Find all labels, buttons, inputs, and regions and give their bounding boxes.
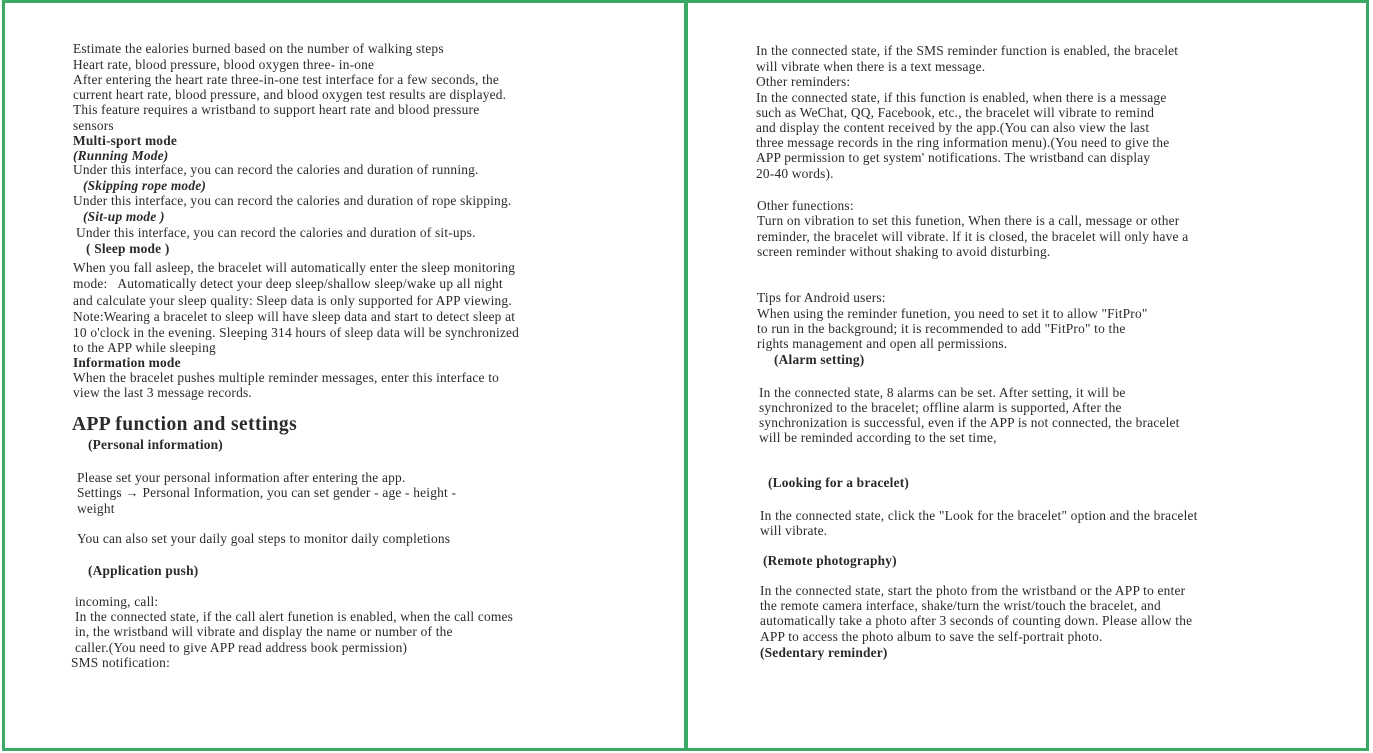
- text-line: In the connected state, 8 alarms can be set. After setting, it will be: [759, 385, 1126, 400]
- right-page: [686, 0, 1370, 753]
- text-line: Under this interface, you can record the calories and duration of rope skipping.: [73, 193, 512, 208]
- text-line: 10 o'clock in the evening. Sleeping 314 hours of sleep data will be synchronized: [73, 325, 520, 340]
- text-line: Under this interface, you can record the calories and duration of running.: [73, 162, 479, 177]
- text-line: reminder, the bracelet will vibrate. lf it is closed, the bracelet will only have a: [757, 229, 1189, 244]
- text-line: Note:Wearing a bracelet to sleep will have sleep data and start to detect sleep at: [73, 309, 516, 324]
- text-line: APP to access the photo album to save the self-portrait photo.: [760, 629, 1103, 644]
- text-line: After entering the heart rate three-in-one test interface for a few seconds, the: [73, 72, 500, 87]
- text-line: Heart rate, blood pressure, blood oxygen three- in-one: [73, 57, 375, 72]
- text-line: Turn on vibration to set this funetion, When there is a call, message or other: [757, 213, 1180, 228]
- text-line: synchronized to the bracelet; offline alarm is supported, After the: [759, 400, 1122, 415]
- text-line: weight: [77, 501, 115, 516]
- subheading-personal-information: (Personal information): [88, 437, 223, 452]
- text-line: SMS notification:: [71, 655, 170, 670]
- text-line: to run in the background; it is recommended to add "FitPro" to the: [757, 321, 1126, 336]
- text-line: current heart rate, blood pressure, and blood oxygen test results are displayed.: [73, 87, 507, 102]
- section-heading-information-mode: Information mode: [73, 355, 181, 370]
- section-title-app-function: APP function and settings: [72, 414, 298, 435]
- text-line: Settings → Personal Information, you can set gender - age - height -: [77, 485, 457, 500]
- text-line: sensors: [73, 118, 114, 133]
- text-line: Estimate the ealories burned based on the number of walking steps: [73, 41, 444, 56]
- text-line: such as WeChat, QQ, Facebook, etc., the bracelet will vibrate to remind: [756, 105, 1155, 120]
- section-heading-multi-sport: Multi-sport mode: [73, 133, 177, 148]
- text-line: In the connected state, if the SMS reminder function is enabled, the bracelet: [756, 43, 1179, 58]
- text-line: APP permission to get system' notifications. The wristband can display: [756, 150, 1151, 165]
- text-line: When you fall asleep, the bracelet will automatically enter the sleep monitoring: [73, 260, 516, 275]
- text-line: In the connected state, click the "Look for the bracelet" option and the bracelet: [760, 508, 1198, 523]
- text-line: caller.(You need to give APP read address book permission): [75, 640, 408, 655]
- subheading-remote-photography: (Remote photography): [763, 553, 897, 568]
- subheading-sedentary-reminder: (Sedentary reminder): [760, 645, 888, 660]
- subheading-application-push: (Application push): [88, 563, 199, 578]
- text-line: will vibrate.: [760, 523, 828, 538]
- subheading-sleep-mode: ( Sleep mode ): [86, 241, 170, 256]
- text-line: synchronization is successful, even if the APP is not connected, the bracelet: [759, 415, 1180, 430]
- text-line: In the connected state, start the photo from the wristband or the APP to enter: [760, 583, 1186, 598]
- text-line: Please set your personal information after entering the app.: [77, 470, 406, 485]
- text-line: Other reminders:: [756, 74, 851, 89]
- text-line: 20-40 words).: [756, 166, 834, 181]
- subheading-skipping-rope-mode: (Skipping rope mode): [83, 178, 207, 193]
- text-line: This feature requires a wristband to support heart rate and blood pressure: [73, 102, 480, 117]
- subheading-alarm-setting: (Alarm setting): [774, 352, 865, 367]
- text-line: the remote camera interface, shake/turn the wrist/touch the bracelet, and: [760, 598, 1161, 613]
- text-line: Other funections:: [757, 198, 854, 213]
- text-line: will vibrate when there is a text message.: [756, 59, 986, 74]
- text-line: and display the content received by the app.(You can also view the last: [756, 120, 1150, 135]
- text-line: rights management and open all permissions.: [757, 336, 1008, 351]
- text-line: screen reminder without shaking to avoid disturbing.: [757, 244, 1051, 259]
- subheading-running-mode: (Running Mode): [73, 148, 169, 163]
- text-line: Tips for Android users:: [757, 290, 886, 305]
- text-line: in, the wristband will vibrate and display the name or number of the: [75, 624, 453, 639]
- text-line: mode: Automatically detect your deep sleep/shallow sleep/wake up all night: [73, 276, 503, 291]
- text-line: and calculate your sleep quality: Sleep data is only supported for APP viewing.: [73, 293, 512, 308]
- text-line: will be reminded according to the set time,: [759, 430, 997, 445]
- text-line: view the last 3 message records.: [73, 385, 252, 400]
- left-page: [0, 0, 686, 753]
- text-line: In the connected state, if this function is enabled, when there is a message: [756, 90, 1167, 105]
- text-line: When using the reminder funetion, you need to set it to allow "FitPro": [757, 306, 1148, 321]
- text-line: Under this interface, you can record the calories and duration of sit-ups.: [76, 225, 476, 240]
- subheading-sit-up-mode: (Sit-up mode ): [83, 209, 165, 224]
- text-line: In the connected state, if the call alert funetion is enabled, when the call comes: [75, 609, 514, 624]
- text-line: incoming, call:: [75, 594, 159, 609]
- text-line: You can also set your daily goal steps to monitor daily completions: [77, 531, 451, 546]
- text-line: When the bracelet pushes multiple reminder messages, enter this interface to: [73, 370, 500, 385]
- text-line: automatically take a photo after 3 seconds of counting down. Please allow the: [760, 613, 1193, 628]
- subheading-looking-for-bracelet: (Looking for a bracelet): [768, 475, 910, 490]
- text-line: to the APP while sleeping: [73, 340, 216, 355]
- text-line: three message records in the ring information menu).(You need to give the: [756, 135, 1170, 150]
